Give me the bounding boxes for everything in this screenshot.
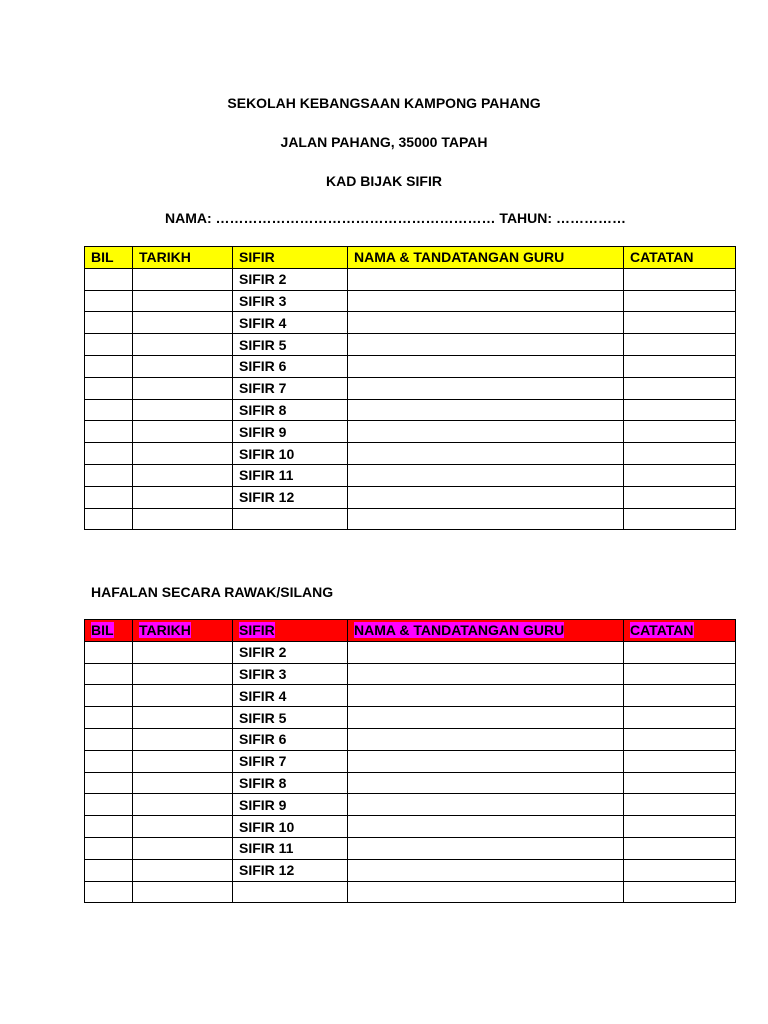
column-header-bil: BIL	[91, 622, 114, 639]
tarikh-cell[interactable]	[133, 707, 233, 729]
tarikh-cell[interactable]	[133, 750, 233, 772]
sifir-cell: SIFIR 6	[233, 728, 348, 750]
tarikh-cell[interactable]	[133, 334, 233, 356]
table-row	[85, 443, 736, 465]
tarikh-cell[interactable]	[133, 421, 233, 443]
column-header-catatan: CATATAN	[630, 622, 694, 639]
table-row	[85, 794, 736, 816]
tarikh-cell[interactable]	[133, 399, 233, 421]
sifir-cell: SIFIR 7	[233, 377, 348, 399]
school-name: SEKOLAH KEBANGSAAN KAMPONG PAHANG	[227, 95, 541, 111]
bil-cell[interactable]	[85, 794, 133, 816]
catatan-cell[interactable]	[624, 794, 736, 816]
catatan-cell[interactable]	[624, 464, 736, 486]
tarikh-cell[interactable]	[133, 816, 233, 838]
guru-signature-cell[interactable]	[348, 837, 624, 859]
catatan-cell[interactable]	[624, 728, 736, 750]
bil-cell[interactable]	[85, 443, 133, 465]
sifir-cell: SIFIR 2	[233, 641, 348, 663]
table-row	[85, 486, 736, 508]
sifir-cell: SIFIR 4	[233, 312, 348, 334]
tarikh-cell[interactable]	[133, 881, 233, 903]
sifir-cell: SIFIR 4	[233, 685, 348, 707]
column-header-guru: NAMA & TANDATANGAN GURU	[354, 622, 565, 639]
table-row	[85, 355, 736, 377]
guru-signature-cell[interactable]	[348, 707, 624, 729]
bil-cell[interactable]	[85, 881, 133, 903]
sifir-cell: SIFIR 10	[233, 816, 348, 838]
guru-signature-cell[interactable]	[348, 312, 624, 334]
catatan-cell[interactable]	[624, 881, 736, 903]
table-row	[85, 750, 736, 772]
guru-signature-cell[interactable]	[348, 355, 624, 377]
sifir-cell: SIFIR 8	[233, 399, 348, 421]
table-row	[85, 859, 736, 881]
random-sifir-table	[84, 619, 736, 903]
sifir-cell: SIFIR 3	[233, 290, 348, 312]
table-row	[85, 816, 736, 838]
column-header-guru: NAMA & TANDATANGAN GURU	[348, 247, 624, 269]
catatan-cell[interactable]	[624, 837, 736, 859]
guru-signature-cell[interactable]	[348, 399, 624, 421]
catatan-cell[interactable]	[624, 486, 736, 508]
catatan-cell[interactable]	[624, 377, 736, 399]
table-row	[85, 508, 736, 530]
tarikh-cell[interactable]	[133, 728, 233, 750]
column-header-sifir: SIFIR	[233, 247, 348, 269]
bil-cell[interactable]	[85, 377, 133, 399]
catatan-cell[interactable]	[624, 312, 736, 334]
bil-cell[interactable]	[85, 290, 133, 312]
tarikh-cell[interactable]	[133, 685, 233, 707]
tarikh-cell[interactable]	[133, 355, 233, 377]
sifir-cell: SIFIR 6	[233, 355, 348, 377]
sifir-cell: SIFIR 3	[233, 663, 348, 685]
sifir-cell: SIFIR 11	[233, 464, 348, 486]
school-address: JALAN PAHANG, 35000 TAPAH	[280, 134, 488, 150]
catatan-cell[interactable]	[624, 859, 736, 881]
catatan-cell[interactable]	[624, 334, 736, 356]
table-row	[85, 663, 736, 685]
bil-cell[interactable]	[85, 728, 133, 750]
guru-signature-cell[interactable]	[348, 641, 624, 663]
sifir-cell: SIFIR 5	[233, 707, 348, 729]
tarikh-cell[interactable]	[133, 486, 233, 508]
table-row	[85, 707, 736, 729]
catatan-cell[interactable]	[624, 663, 736, 685]
tarikh-cell[interactable]	[133, 443, 233, 465]
card-title: KAD BIJAK SIFIR	[326, 173, 442, 189]
table-row	[85, 464, 736, 486]
bil-cell[interactable]	[85, 772, 133, 794]
catatan-cell[interactable]	[624, 641, 736, 663]
bil-cell[interactable]	[85, 508, 133, 530]
table-row	[85, 268, 736, 290]
column-header-tarikh: TARIKH	[133, 247, 233, 269]
guru-signature-cell[interactable]	[348, 508, 624, 530]
sifir-cell: SIFIR 12	[233, 486, 348, 508]
bil-cell[interactable]	[85, 421, 133, 443]
guru-signature-cell[interactable]	[348, 464, 624, 486]
bil-cell[interactable]	[85, 268, 133, 290]
tarikh-cell[interactable]	[133, 837, 233, 859]
catatan-cell[interactable]	[624, 685, 736, 707]
tarikh-cell[interactable]	[133, 377, 233, 399]
table-row	[85, 334, 736, 356]
bil-cell[interactable]	[85, 355, 133, 377]
sifir-cell: SIFIR 7	[233, 750, 348, 772]
table-row	[85, 685, 736, 707]
column-header-tarikh: TARIKH	[139, 622, 191, 639]
tarikh-cell[interactable]	[133, 464, 233, 486]
table-header-row	[85, 620, 736, 642]
bil-cell[interactable]	[85, 859, 133, 881]
guru-signature-cell[interactable]	[348, 772, 624, 794]
catatan-cell[interactable]	[624, 399, 736, 421]
guru-signature-cell[interactable]	[348, 486, 624, 508]
bil-cell[interactable]	[85, 312, 133, 334]
guru-signature-cell[interactable]	[348, 663, 624, 685]
catatan-cell[interactable]	[624, 816, 736, 838]
table-row	[85, 772, 736, 794]
guru-signature-cell[interactable]	[348, 334, 624, 356]
sifir-cell: SIFIR 8	[233, 772, 348, 794]
bil-cell[interactable]	[85, 486, 133, 508]
guru-signature-cell[interactable]	[348, 728, 624, 750]
bil-cell[interactable]	[85, 750, 133, 772]
guru-signature-cell[interactable]	[348, 421, 624, 443]
guru-signature-cell[interactable]	[348, 750, 624, 772]
column-header-bil: BIL	[85, 247, 133, 269]
catatan-cell[interactable]	[624, 290, 736, 312]
sifir-cell: SIFIR 10	[233, 443, 348, 465]
tarikh-cell[interactable]	[133, 641, 233, 663]
tarikh-cell[interactable]	[133, 663, 233, 685]
name-year-line: NAMA: …………………………………………………… TAHUN: ……………	[165, 210, 626, 226]
catatan-cell[interactable]	[624, 421, 736, 443]
sifir-cell	[233, 881, 348, 903]
sifir-cell	[233, 508, 348, 530]
catatan-cell[interactable]	[624, 508, 736, 530]
sifir-cell: SIFIR 5	[233, 334, 348, 356]
tarikh-cell[interactable]	[133, 772, 233, 794]
table-row	[85, 312, 736, 334]
table-row	[85, 881, 736, 903]
tarikh-cell[interactable]	[133, 859, 233, 881]
guru-signature-cell[interactable]	[348, 443, 624, 465]
guru-signature-cell[interactable]	[348, 377, 624, 399]
guru-signature-cell[interactable]	[348, 685, 624, 707]
tarikh-cell[interactable]	[133, 508, 233, 530]
catatan-cell[interactable]	[624, 750, 736, 772]
bil-cell[interactable]	[85, 334, 133, 356]
table-row	[85, 837, 736, 859]
bil-cell[interactable]	[85, 641, 133, 663]
sifir-cell: SIFIR 9	[233, 421, 348, 443]
catatan-cell[interactable]	[624, 443, 736, 465]
table-row	[85, 421, 736, 443]
tarikh-cell[interactable]	[133, 268, 233, 290]
guru-signature-cell[interactable]	[348, 290, 624, 312]
catatan-cell[interactable]	[624, 355, 736, 377]
bil-cell[interactable]	[85, 399, 133, 421]
tarikh-cell[interactable]	[133, 312, 233, 334]
table-row	[85, 728, 736, 750]
table-row	[85, 399, 736, 421]
sifir-cell: SIFIR 9	[233, 794, 348, 816]
bil-cell[interactable]	[85, 816, 133, 838]
table-row	[85, 377, 736, 399]
guru-signature-cell[interactable]	[348, 881, 624, 903]
guru-signature-cell[interactable]	[348, 816, 624, 838]
bil-cell[interactable]	[85, 685, 133, 707]
tarikh-cell[interactable]	[133, 794, 233, 816]
tarikh-cell[interactable]	[133, 290, 233, 312]
catatan-cell[interactable]	[624, 268, 736, 290]
sifir-table	[84, 246, 736, 530]
column-header-catatan: CATATAN	[624, 247, 736, 269]
section-title-random: HAFALAN SECARA RAWAK/SILANG	[91, 584, 334, 600]
sifir-cell: SIFIR 2	[233, 268, 348, 290]
guru-signature-cell[interactable]	[348, 268, 624, 290]
table-row	[85, 641, 736, 663]
column-header-sifir: SIFIR	[239, 622, 275, 639]
sifir-cell: SIFIR 11	[233, 837, 348, 859]
table-row	[85, 290, 736, 312]
table-header-row	[85, 247, 736, 269]
bil-cell[interactable]	[85, 663, 133, 685]
bil-cell[interactable]	[85, 707, 133, 729]
bil-cell[interactable]	[85, 837, 133, 859]
sifir-cell: SIFIR 12	[233, 859, 348, 881]
catatan-cell[interactable]	[624, 772, 736, 794]
catatan-cell[interactable]	[624, 707, 736, 729]
bil-cell[interactable]	[85, 464, 133, 486]
guru-signature-cell[interactable]	[348, 794, 624, 816]
guru-signature-cell[interactable]	[348, 859, 624, 881]
